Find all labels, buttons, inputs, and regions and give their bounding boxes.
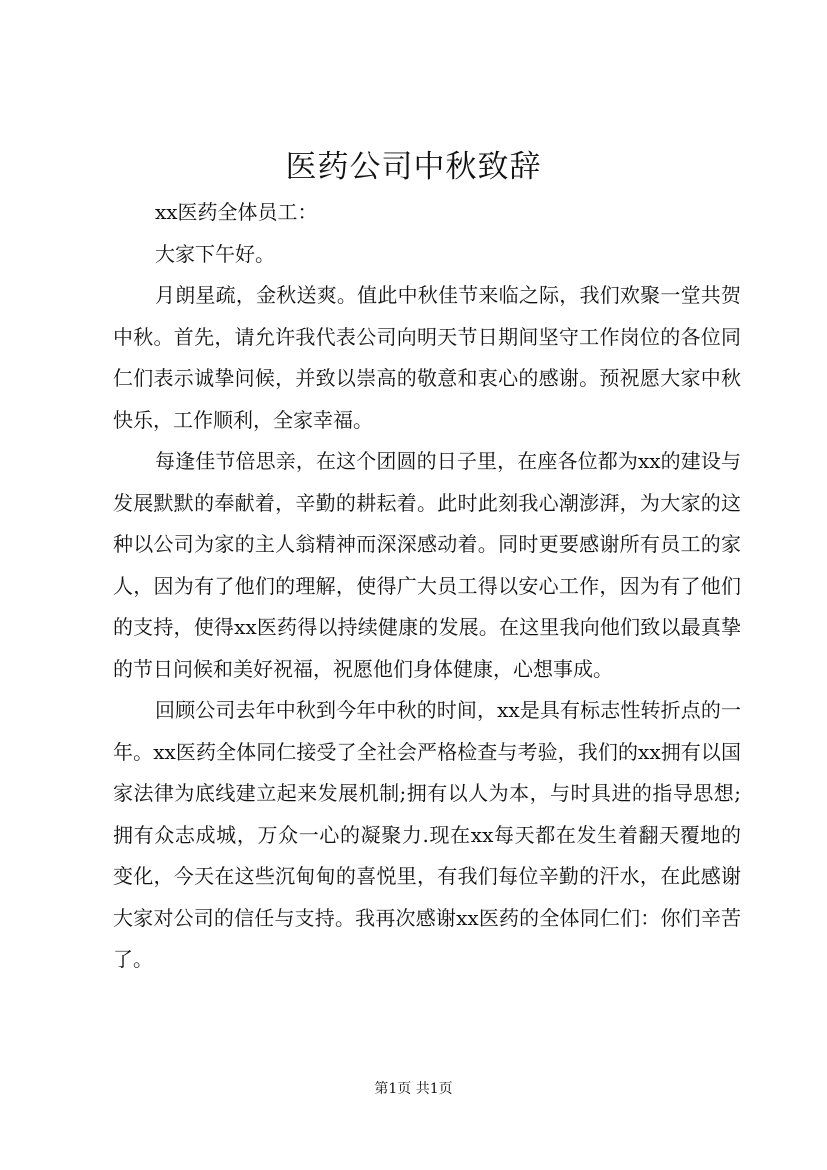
salutation: xx医药全体员工：	[155, 200, 318, 224]
paragraph-1: 月朗星疏，金秋送爽。值此中秋佳节来临之际，我们欢聚一堂共贺中秋。首先，请允许我代表公司向明天节日期间坚守工作岗位的各位同仁们表示诚挚问候，并致以崇高的敬意和衷心的感谢。预祝愿大家中秋快乐，工作顺利，全家幸福。	[113, 283, 741, 432]
paragraph-3: 回顾公司去年中秋到今年中秋的时间，xx是具有标志性转折点的一年。xx医药全体同仁接受了全社会严格检查与考验，我们的xx拥有以国家法律为底线建立起来发展机制;拥有以人为本，与时具进的指导思想;拥有众志成城，万众一心的凝聚力.现在xx每天都在发生着翻天覆地的变化，今天在这些沉甸甸的喜悦里，有我们每位辛勤的汗水，在此感谢大家对公司的信任与支持。我再次感谢xx医药的全体同仁们：你们辛苦了。	[113, 698, 741, 971]
document-body	[113, 192, 741, 981]
document-title: 医药公司中秋致辞	[285, 149, 542, 185]
page-footer: 第1页 共1页	[374, 1081, 453, 1097]
greeting: 大家下午好。	[155, 241, 275, 266]
paragraph-2: 每逢佳节倍思亲，在这个团圆的日子里，在座各位都为xx的建设与发展默默的奉献着，辛勤的耕耘着。此时此刻我心潮澎湃，为大家的这种以公司为家的主人翁精神而深深感动着。同时更要感谢所有员工的家人，因为有了他们的理解，使得广大员工得以安心工作，因为有了他们的支持，使得xx医药得以持续健康的发展。在这里我向他们致以最真挚的节日问候和美好祝福，祝愿他们身体健康，心想事成。	[113, 449, 741, 681]
